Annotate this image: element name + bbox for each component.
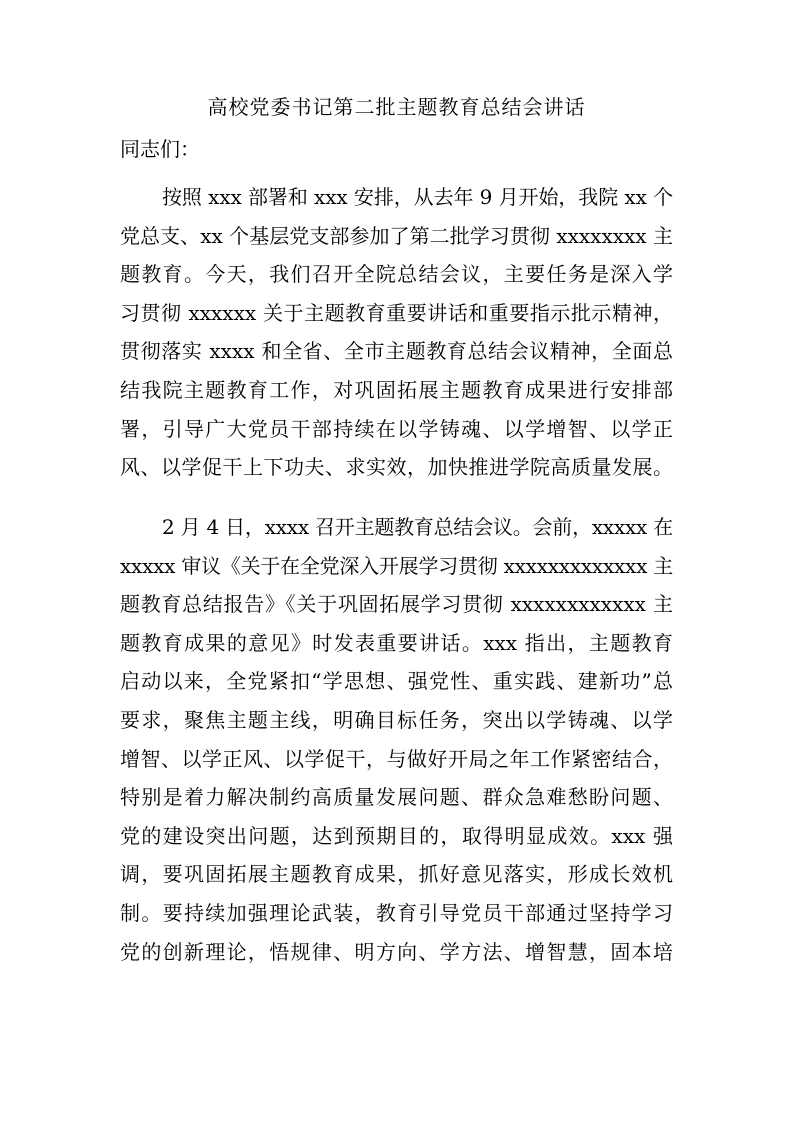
paragraph-line: 调，要巩固拓展主题教育成果，抓好意见落实，形成长效机 [120,862,673,887]
paragraph-line: 增智、以学正风、以学促干，与做好开局之年工作紧密结合， [120,746,673,771]
paragraph-line: 题教育。今天，我们召开全院总结会议，主要任务是深入学 [120,262,673,287]
paragraph-1 [120,178,673,487]
paragraph-line: 党的建设突出问题，达到预期目的，取得明显成效。xxx 强 [120,823,673,848]
paragraph-line: 党总支、xx 个基层党支部参加了第二批学习贯彻 xxxxxxxx 主 [120,223,673,248]
paragraph-line: 启动以来，全党紧扣“学思想、强党性、重实践、建新功”总 [120,669,673,694]
page-title: 高校党委书记第二批主题教育总结会讲话 [207,95,586,119]
paragraph-line: 署，引导广大党员干部持续在以学铸魂、以学增智、以学正 [120,416,673,441]
paragraph-2 [120,508,673,971]
paragraph-line: 题教育总结报告》《关于巩固拓展学习贯彻 xxxxxxxxxxxx 主 [120,592,673,617]
paragraph-line: 风、以学促干上下功夫、求实效，加快推进学院高质量发展。 [120,455,673,480]
paragraph-line: 题教育成果的意见》时发表重要讲话。xxx 指出，主题教育 [120,630,673,655]
paragraph-line: 习贯彻 xxxxxx 关于主题教育重要讲话和重要指示批示精神， [120,300,673,325]
paragraph-line: 党的创新理论，悟规律、明方向、学方法、增智慧，固本培 [120,939,673,964]
salutation: 同志们： [120,137,200,161]
paragraph-line: 按照 xxx 部署和 xxx 安排，从去年 9 月开始，我院 xx 个 [162,185,673,209]
paragraph-line: 制。要持续加强理论武装，教育引导党员干部通过坚持学习 [120,900,673,925]
paragraph-line: 贯彻落实 xxxx 和全省、全市主题教育总结会议精神，全面总 [120,339,673,364]
paragraph-line: 2 月 4 日，xxxx 召开主题教育总结会议。会前，xxxxx 在 [162,515,673,539]
paragraph-line: xxxxx 审议《关于在全党深入开展学习贯彻 xxxxxxxxxxxxx 主 [120,553,673,578]
paragraph-line: 结我院主题教育工作，对巩固拓展主题教育成果进行安排部 [120,377,673,402]
paragraph-line: 要求，聚焦主题主线，明确目标任务，突出以学铸魂、以学 [120,707,673,732]
paragraph-line: 特别是着力解决制约高质量发展问题、群众急难愁盼问题、 [120,785,673,810]
